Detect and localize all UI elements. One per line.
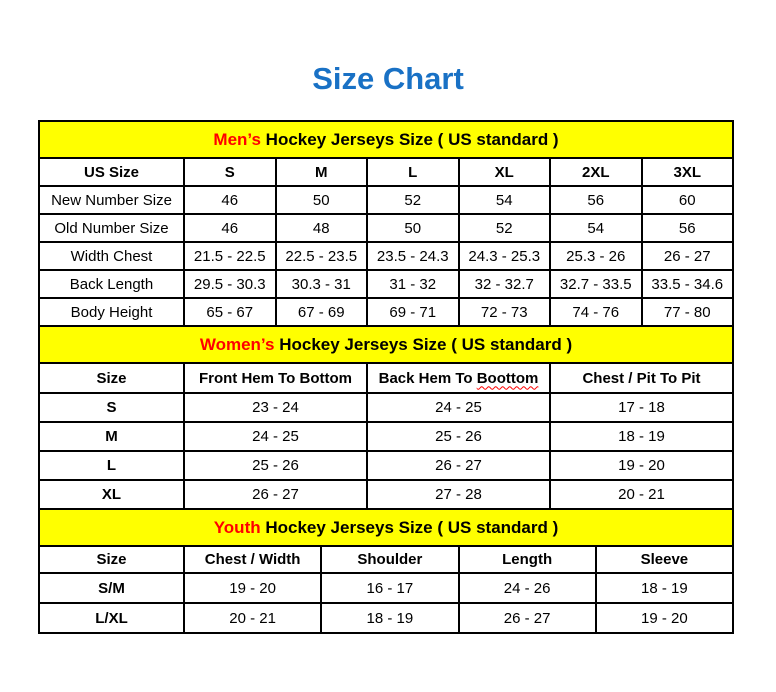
womens-size-table [38,325,734,510]
youth-section-title: Hockey Jerseys Size ( US standard ) [260,517,559,537]
row-label: M [39,422,184,451]
size-tables [38,120,734,634]
value-cell: 50 [276,186,368,214]
value-cell: 32 - 32.7 [459,270,551,298]
value-cell: 25.3 - 26 [550,242,642,270]
value-cell: 18 - 19 [596,573,733,603]
table-row [39,573,733,603]
mens-header-cell: L [367,158,459,186]
womens-section-highlight: Women’s [199,334,275,354]
back-hem-misspelled-word: Boottom [476,369,539,387]
row-label: L/XL [39,603,184,633]
value-cell: 24 - 25 [184,422,367,451]
value-cell: 24 - 25 [367,393,550,422]
row-label: L [39,451,184,480]
value-cell: 17 - 18 [550,393,733,422]
womens-header-cell: Front Hem To Bottom [184,363,367,393]
table-row [39,186,733,214]
youth-section-band-row [39,509,733,546]
womens-section-header [39,326,733,363]
table-row [39,393,733,422]
value-cell: 18 - 19 [550,422,733,451]
womens-header-cell [367,363,550,393]
value-cell: 19 - 20 [596,603,733,633]
value-cell: 22.5 - 23.5 [276,242,368,270]
value-cell: 54 [550,214,642,242]
value-cell: 31 - 32 [367,270,459,298]
value-cell: 25 - 26 [367,422,550,451]
table-row [39,214,733,242]
youth-size-table [38,508,734,634]
value-cell: 16 - 17 [321,573,458,603]
value-cell: 72 - 73 [459,298,551,326]
youth-header-cell: Length [459,546,596,573]
value-cell: 25 - 26 [184,451,367,480]
womens-section-band-row [39,326,733,363]
value-cell: 24.3 - 25.3 [459,242,551,270]
womens-header-cell: Chest / Pit To Pit [550,363,733,393]
row-label: New Number Size [39,186,184,214]
value-cell: 23.5 - 24.3 [367,242,459,270]
mens-header-cell: S [184,158,276,186]
value-cell: 54 [459,186,551,214]
value-cell: 19 - 20 [184,573,321,603]
back-hem-text: Back Hem To [378,369,477,387]
youth-section-highlight: Youth [213,517,261,537]
row-label: S/M [39,573,184,603]
mens-header-cell: XL [459,158,551,186]
value-cell: 32.7 - 33.5 [550,270,642,298]
table-row [39,451,733,480]
value-cell: 19 - 20 [550,451,733,480]
table-row [39,298,733,326]
value-cell: 77 - 80 [642,298,734,326]
youth-header-cell: Chest / Width [184,546,321,573]
value-cell: 26 - 27 [459,603,596,633]
mens-section-band-row [39,121,733,158]
value-cell: 30.3 - 31 [276,270,368,298]
youth-header-cell: Sleeve [596,546,733,573]
row-label: Body Height [39,298,184,326]
table-row [39,480,733,509]
mens-size-table [38,120,734,327]
value-cell: 60 [642,186,734,214]
table-row [39,603,733,633]
mens-header-cell: US Size [39,158,184,186]
value-cell: 50 [367,214,459,242]
value-cell: 46 [184,186,276,214]
value-cell: 20 - 21 [184,603,321,633]
row-label: Old Number Size [39,214,184,242]
womens-header-cell: Size [39,363,184,393]
value-cell: 52 [459,214,551,242]
value-cell: 48 [276,214,368,242]
womens-header-row [39,363,733,393]
value-cell: 18 - 19 [321,603,458,633]
value-cell: 29.5 - 30.3 [184,270,276,298]
value-cell: 27 - 28 [367,480,550,509]
table-row [39,270,733,298]
value-cell: 52 [367,186,459,214]
mens-section-title: Hockey Jerseys Size ( US standard ) [260,129,559,149]
value-cell: 33.5 - 34.6 [642,270,734,298]
value-cell: 26 - 27 [642,242,734,270]
mens-header-cell: M [276,158,368,186]
value-cell: 69 - 71 [367,298,459,326]
value-cell: 24 - 26 [459,573,596,603]
page-title: Size Chart [312,61,464,96]
table-row [39,422,733,451]
row-label: Width Chest [39,242,184,270]
value-cell: 56 [550,186,642,214]
row-label: XL [39,480,184,509]
mens-header-cell: 3XL [642,158,734,186]
value-cell: 23 - 24 [184,393,367,422]
value-cell: 46 [184,214,276,242]
youth-header-cell: Shoulder [321,546,458,573]
value-cell: 74 - 76 [550,298,642,326]
mens-section-header [39,121,733,158]
mens-section-highlight: Men’s [213,129,261,149]
value-cell: 65 - 67 [184,298,276,326]
value-cell: 26 - 27 [184,480,367,509]
value-cell: 56 [642,214,734,242]
youth-section-header [39,509,733,546]
value-cell: 20 - 21 [550,480,733,509]
womens-section-title: Hockey Jerseys Size ( US standard ) [274,334,573,354]
row-label: S [39,393,184,422]
value-cell: 67 - 69 [276,298,368,326]
mens-header-cell: 2XL [550,158,642,186]
row-label: Back Length [39,270,184,298]
mens-header-row [39,158,733,186]
value-cell: 21.5 - 22.5 [184,242,276,270]
table-row [39,242,733,270]
youth-header-row [39,546,733,573]
youth-header-cell: Size [39,546,184,573]
value-cell: 26 - 27 [367,451,550,480]
